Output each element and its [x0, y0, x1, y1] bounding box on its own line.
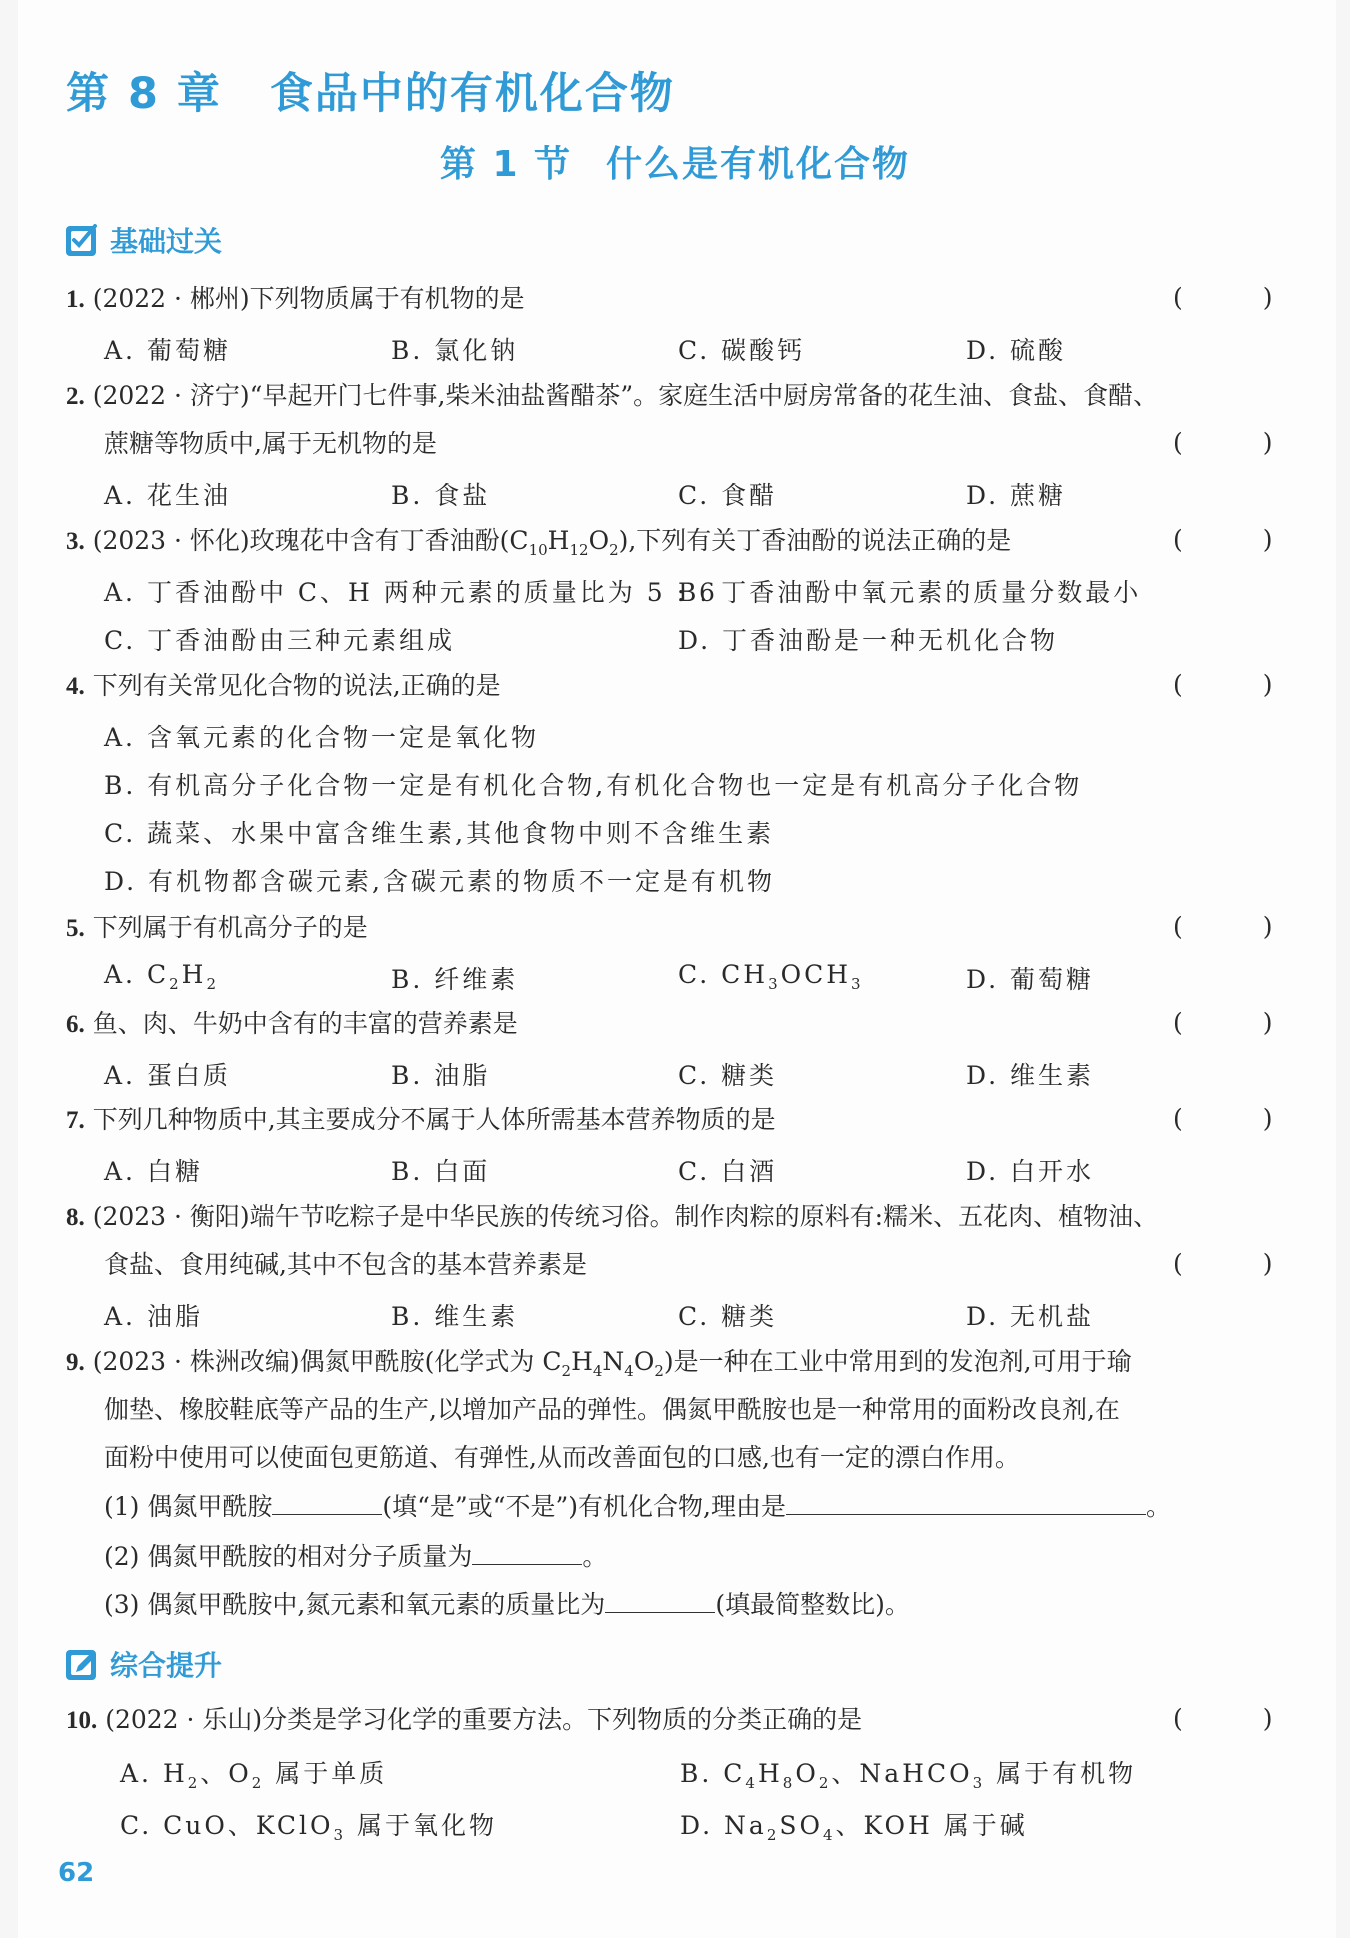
stem-part: H	[571, 1347, 593, 1376]
section-name: 什么是有机化合物	[606, 144, 911, 185]
formula-part: B. C	[680, 1759, 746, 1788]
stem-part: N	[602, 1347, 625, 1376]
subscript: 2	[654, 1362, 664, 1380]
answer-parentheses: ( )	[1173, 1008, 1309, 1037]
section-band-comprehensive	[64, 1644, 222, 1684]
question-stem: (2022 · 乐山)分类是学习化学的重要方法。下列物质的分类正确的是	[105, 1705, 863, 1734]
question-10	[66, 1704, 862, 1737]
section-number: 第 1 节	[439, 144, 573, 185]
option-a: A. 含氧元素的化合物一定是氧化物	[104, 723, 539, 752]
formula-part: OCH	[780, 960, 852, 989]
section-band-basic	[64, 220, 222, 260]
option-b: B. 白面	[391, 1157, 491, 1186]
subscript: 3	[333, 1826, 347, 1844]
option-a	[120, 1754, 387, 1792]
subscript: 3	[972, 1774, 986, 1792]
question-number: 10.	[66, 1707, 98, 1734]
question-stem: 下列几种物质中,其主要成分不属于人体所需基本营养物质的是	[92, 1105, 776, 1134]
subscript: 2	[169, 975, 182, 993]
sub-question-text: (填最简整数比)。	[715, 1590, 910, 1619]
formula-part: A. H	[120, 1759, 188, 1788]
formula-part: H	[757, 1759, 783, 1788]
check-box-icon	[64, 222, 100, 258]
option-a: A. 葡萄糖	[104, 336, 231, 365]
answer-parentheses: ( )	[1173, 912, 1309, 941]
option-b: B. 纤维素	[391, 965, 519, 994]
answer-blank[interactable]	[272, 1490, 382, 1515]
question-9	[66, 1346, 1132, 1387]
subscript: 10	[528, 541, 548, 559]
section-heading	[0, 136, 1350, 187]
question-number: 1.	[66, 286, 85, 313]
subscript: 2	[187, 1774, 201, 1792]
option-b: B. 有机高分子化合物一定是有机化合物,有机化合物也一定是有机高分子化合物	[104, 771, 1083, 800]
formula-part: C. CH	[678, 960, 769, 989]
stem-part: H	[547, 526, 570, 555]
stem-part: (2023 · 株洲改编)偶氮甲酰胺(化学式为 C	[92, 1347, 562, 1376]
band-label: 基础过关	[110, 225, 223, 258]
stem-part: (2023 · 怀化)玫瑰花中含有丁香油酚(C	[92, 526, 529, 555]
answer-blank[interactable]	[786, 1490, 1146, 1515]
question-stem: 下列属于有机高分子的是	[92, 913, 368, 942]
band-label: 综合提升	[110, 1649, 223, 1682]
question-number: 6.	[66, 1011, 85, 1038]
subscript: 8	[782, 1774, 796, 1792]
option-c: C. 碳酸钙	[678, 336, 806, 365]
subscript: 4	[823, 1826, 836, 1844]
formula-part: 属于单质	[264, 1759, 388, 1788]
option-a: A. 油脂	[104, 1302, 203, 1331]
option-d: D. 有机物都含碳元素,含碳元素的物质不一定是有机物	[104, 867, 775, 896]
question-stem: 下列有关常见化合物的说法,正确的是	[92, 671, 501, 700]
formula-part: 、NaHCO	[831, 1759, 973, 1788]
chapter-heading	[66, 60, 675, 121]
option-c	[120, 1806, 497, 1844]
formula-part: 属于有机物	[985, 1759, 1137, 1788]
option-a: A. 蛋白质	[104, 1061, 231, 1090]
answer-parentheses: ( )	[1173, 283, 1309, 312]
sub-question-3	[104, 1588, 910, 1621]
question-5	[66, 912, 368, 945]
question-number: 5.	[66, 915, 85, 942]
option-c: C. 蔬菜、水果中富含维生素,其他食物中则不含维生素	[104, 819, 775, 848]
question-stem-cont: 蔗糖等物质中,属于无机物的是	[104, 429, 437, 458]
option-c: C. 丁香油酚由三种元素组成	[104, 626, 456, 655]
question-7	[66, 1104, 776, 1137]
option-c	[678, 960, 864, 993]
answer-parentheses: ( )	[1173, 1104, 1309, 1133]
subscript: 2	[251, 1774, 265, 1792]
question-number: 7.	[66, 1107, 85, 1134]
question-6	[66, 1008, 518, 1041]
chapter-name: 食品中的有机化合物	[269, 69, 675, 119]
question-stem-cont: 食盐、食用纯碱,其中不包含的基本营养素是	[104, 1250, 587, 1279]
answer-parentheses: ( )	[1173, 428, 1309, 457]
option-b: B. 食盐	[391, 481, 491, 510]
answer-parentheses: ( )	[1173, 525, 1309, 554]
question-4	[66, 670, 501, 703]
option-d: D. 维生素	[966, 1061, 1095, 1090]
question-1	[66, 283, 525, 316]
question-stem: (2023 · 衡阳)端午节吃粽子是中华民族的传统习俗。制作肉粽的原料有:糯米、五花肉、植物油、	[92, 1202, 1159, 1231]
stem-part: ),下列有关丁香油酚的说法正确的是	[618, 526, 1012, 555]
option-c: C. 糖类	[678, 1061, 778, 1090]
formula-part: C. CuO、KClO	[120, 1811, 334, 1840]
option-c: C. 白酒	[678, 1157, 778, 1186]
answer-parentheses: ( )	[1173, 1249, 1309, 1278]
question-number: 2.	[66, 383, 85, 410]
option-a: A. 花生油	[104, 481, 231, 510]
option-b: B. 油脂	[391, 1061, 491, 1090]
formula-part: H	[181, 960, 207, 989]
question-stem: (2022 · 济宁)“早起开门七件事,柴米油盐酱醋茶”。家庭生活中厨房常备的花生油、食盐、食醋、	[92, 381, 1159, 410]
question-8	[66, 1201, 1158, 1234]
question-stem-cont: 面粉中使用可以使面包更筋道、有弹性,从而改善面包的口感,也有一定的漂白作用。	[104, 1443, 1020, 1472]
subscript: 12	[569, 541, 589, 559]
sub-question-2	[104, 1540, 607, 1573]
formula-part: A. C	[104, 960, 170, 989]
sub-question-text: (3) 偶氮甲酰胺中,氮元素和氧元素的质量比为	[104, 1590, 606, 1619]
subscript: 2	[206, 975, 219, 993]
option-a: A. 丁香油酚中 C、H 两种元素的质量比为 5 : 6	[104, 578, 718, 607]
sub-question-text: (1) 偶氮甲酰胺	[104, 1492, 273, 1521]
option-b: B. 丁香油酚中氧元素的质量分数最小	[678, 578, 1142, 607]
stem-part: O	[588, 526, 610, 555]
question-number: 8.	[66, 1204, 85, 1231]
formula-part: D. Na	[680, 1811, 767, 1840]
formula-part: SO	[779, 1811, 823, 1840]
question-number: 9.	[66, 1349, 85, 1376]
option-d: D. 蔗糖	[966, 481, 1067, 510]
option-d: D. 硫酸	[966, 336, 1067, 365]
subscript: 2	[609, 541, 619, 559]
question-stem-cont: 伽垫、橡胶鞋底等产品的生产,以增加产品的弹性。偶氮甲酰胺也是一种常用的面粉改良剂,在	[104, 1395, 1120, 1424]
formula-part: 属于氧化物	[346, 1811, 497, 1840]
question-stem: 鱼、肉、牛奶中含有的丰富的营养素是	[92, 1009, 518, 1038]
question-stem: (2022 · 郴州)下列物质属于有机物的是	[92, 284, 525, 313]
sub-question-text: (2) 偶氮甲酰胺的相对分子质量为	[104, 1542, 473, 1571]
subscript: 4	[592, 1362, 603, 1380]
option-c: C. 食醋	[678, 481, 778, 510]
subscript: 3	[851, 975, 864, 993]
edit-icon	[64, 1646, 100, 1682]
formula-part: O	[795, 1759, 819, 1788]
subscript: 3	[768, 975, 781, 993]
answer-blank[interactable]	[472, 1540, 582, 1565]
sub-question-text: 。	[582, 1542, 608, 1571]
question-3	[66, 525, 1011, 566]
subscript: 2	[818, 1774, 832, 1792]
formula-part: 、KOH 属于碱	[835, 1811, 1028, 1840]
formula-part: 、O	[200, 1759, 252, 1788]
subscript: 4	[624, 1362, 634, 1380]
subscript: 2	[561, 1362, 572, 1380]
option-d	[680, 1806, 1028, 1844]
sub-question-text: (填“是”或“不是”)有机化合物,理由是	[382, 1492, 786, 1521]
option-d: D. 葡萄糖	[966, 965, 1095, 994]
page-number: 62	[58, 1858, 95, 1888]
question-number: 3.	[66, 528, 85, 555]
answer-parentheses: ( )	[1173, 1704, 1309, 1733]
subscript: 2	[766, 1826, 780, 1844]
option-b	[680, 1754, 1136, 1792]
option-d: D. 无机盐	[966, 1302, 1095, 1331]
chapter-number: 第 8 章	[66, 69, 222, 119]
sub-question-1	[104, 1490, 1171, 1523]
answer-parentheses: ( )	[1173, 670, 1309, 699]
answer-blank[interactable]	[605, 1588, 715, 1613]
option-a: A. 白糖	[104, 1157, 203, 1186]
stem-part: )是一种在工业中常用到的发泡剂,可用于瑜	[663, 1347, 1132, 1376]
option-b: B. 氯化钠	[391, 336, 519, 365]
option-b: B. 维生素	[391, 1302, 519, 1331]
stem-part: O	[633, 1347, 655, 1376]
option-d: D. 白开水	[966, 1157, 1095, 1186]
option-d: D. 丁香油酚是一种无机化合物	[678, 626, 1059, 655]
option-a	[104, 960, 219, 993]
subscript: 4	[745, 1774, 758, 1792]
sub-question-text: 。	[1145, 1492, 1171, 1521]
question-2	[66, 380, 1158, 413]
option-c: C. 糖类	[678, 1302, 778, 1331]
question-number: 4.	[66, 673, 85, 700]
